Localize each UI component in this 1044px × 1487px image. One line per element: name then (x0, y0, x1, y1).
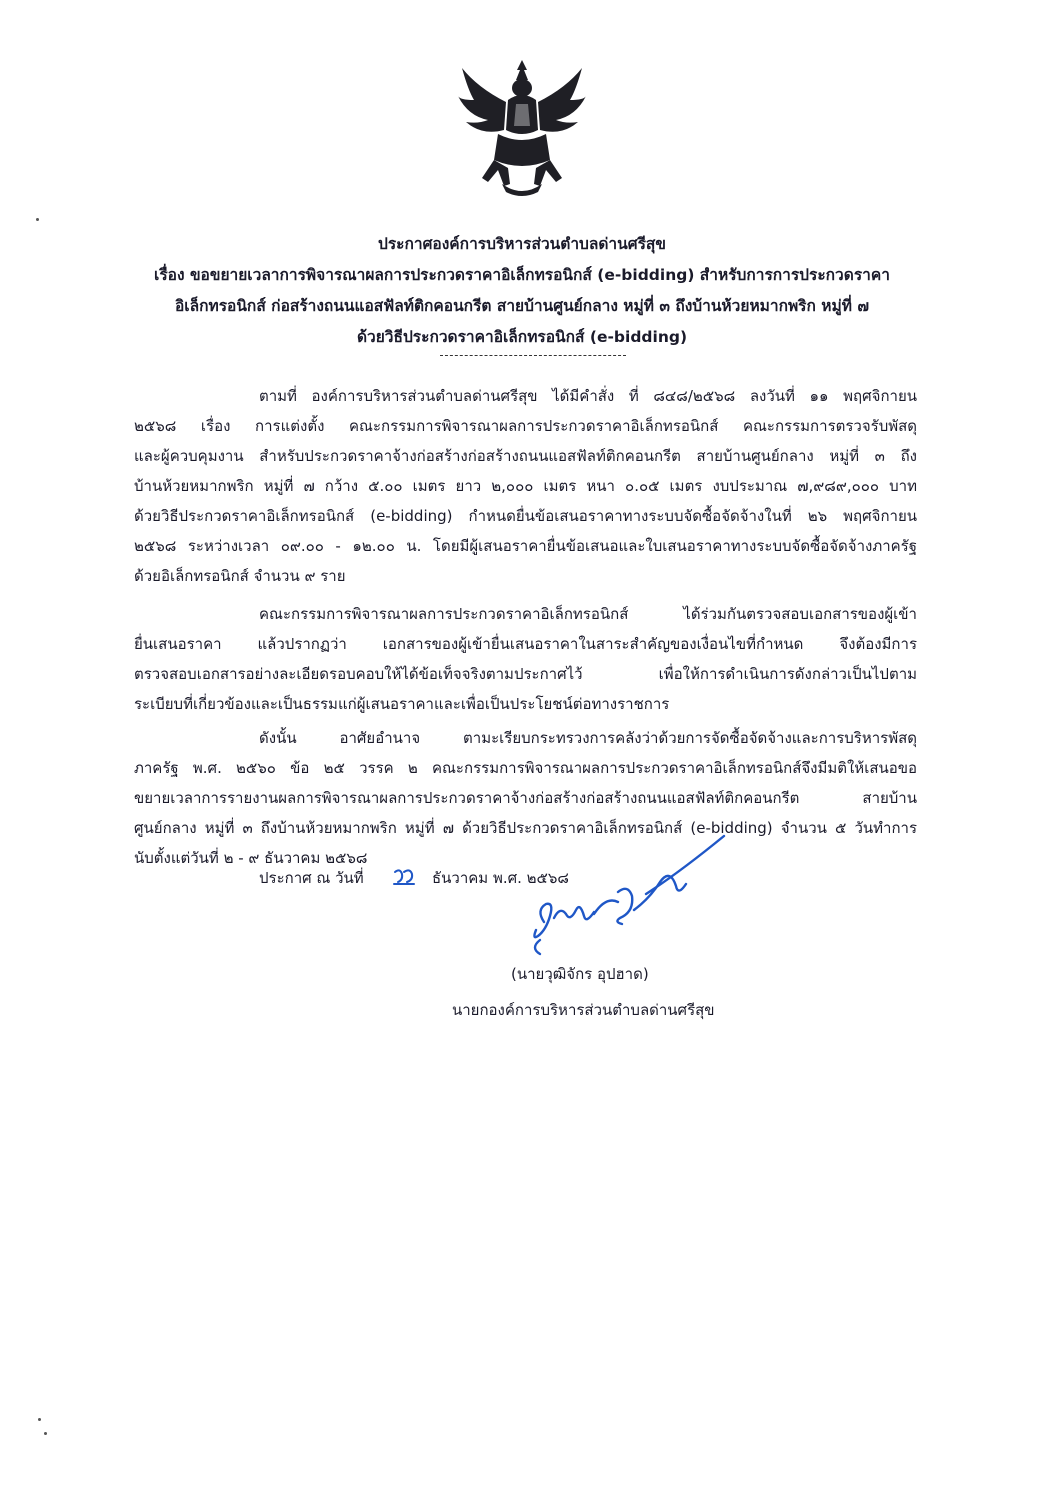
p2-line-4: ระเบียบที่เกี่ยวข้องและเป็นธรรมแก่ผู้เสนอราคาและเพื่อเป็นประโยชน์ต่อทางราชการ (134, 695, 670, 713)
signer-name: (นายวุฒิจักร อุปฮาด) (511, 965, 649, 983)
p3-line-2: ภาครัฐ พ.ศ. ๒๕๖๐ ข้อ ๒๕ วรรค ๒ คณะกรรมการพิจารณาผลการประกวดราคาอิเล็กทรอนิกส์จึงมีมติให้เสนอขอ (134, 759, 917, 777)
p3-line-4: ศูนย์กลาง หมู่ที่ ๓ ถึงบ้านห้วยหมากพริก หมู่ที่ ๗ ด้วยวิธีประกวดราคาอิเล็กทรอนิกส์ (e-bidding) จำนวน ๕ วันทำการ (134, 819, 917, 837)
handwritten-day-mark (392, 866, 416, 888)
p1-line-3: และผู้ควบคุมงาน สำหรับประกวดราคาจ้างก่อสร้างก่อสร้างถนนแอสฟัลท์ติกคอนกรีต สายบ้านศูนย์กลาง หมู่ที่ ๓ ถึง (134, 447, 917, 465)
separator-line (440, 355, 626, 356)
p3-line-5: นับตั้งแต่วันที่ ๒ - ๙ ธันวาคม ๒๕๖๘ (134, 849, 368, 867)
subject-line-1: เรื่อง ขอขยายเวลาการพิจารณาผลการประกวดราคาอิเล็กทรอนิกส์ (e-bidding) สำหรับการการประกวดราคา (154, 266, 890, 284)
p2-line-1: คณะกรรมการพิจารณาผลการประกวดราคาอิเล็กทรอนิกส์ ได้ร่วมกันตรวจสอบเอกสารของผู้เข้า (259, 605, 917, 623)
garuda-emblem (458, 60, 586, 198)
p1-line-1: ตามที่ องค์การบริหารส่วนตำบลด่านศรีสุข ได้มีคำสั่ง ที่ ๘๔๘/๒๕๖๘ ลงวันที่ ๑๑ พฤศจิกายน (259, 387, 917, 405)
handwritten-signature (510, 832, 730, 962)
p1-line-7: ด้วยอิเล็กทรอนิกส์ จำนวน ๙ ราย (134, 567, 346, 585)
announcement-title: ประกาศองค์การบริหารส่วนตำบลด่านศรีสุข (378, 235, 666, 253)
p3-line-3: ขยายเวลาการรายงานผลการพิจารณาผลการประกวดราคาจ้างก่อสร้างก่อสร้างถนนแอสฟัลท์ติกคอนกรีต สายบ้าน (134, 789, 917, 807)
p2-line-3: ตรวจสอบเอกสารอย่างละเอียดรอบคอบให้ได้ข้อเท็จจริงตามประกาศไว้ เพื่อให้การดำเนินการดังกล่าวเป็นไปตาม (134, 665, 917, 683)
subject-line-3: ด้วยวิธีประกวดราคาอิเล็กทรอนิกส์ (e-bidding) (356, 328, 688, 346)
p1-line-5: ด้วยวิธีประกวดราคาอิเล็กทรอนิกส์ (e-bidding) กำหนดยื่นข้อเสนอราคาทางระบบจัดซื้อจัดจ้างในที่ ๒๖ พฤศจิกายน (134, 507, 917, 525)
p2-line-2: ยื่นเสนอราคา แล้วปรากฏว่า เอกสารของผู้เข้ายื่นเสนอราคาในสาระสำคัญของเงื่อนไขที่กำหนด จึงต้องมีการ (134, 635, 917, 653)
announce-date-prefix: ประกาศ ณ วันที่ (259, 869, 364, 887)
scan-speck (38, 1418, 41, 1421)
announce-date-suffix: ธันวาคม พ.ศ. ๒๕๖๘ (432, 869, 569, 887)
scan-speck (36, 218, 39, 221)
p1-line-6: ๒๕๖๘ ระหว่างเวลา ๐๙.๐๐ - ๑๒.๐๐ น. โดยมีผู้เสนอราคายื่นข้อเสนอและใบเสนอราคาทางระบบจัดซื้อจัดจ้างภาครัฐ (134, 537, 917, 555)
p1-line-2: ๒๕๖๘ เรื่อง การแต่งตั้ง คณะกรรมการพิจารณาผลการประกวดราคาอิเล็กทรอนิกส์ คณะกรรมการตรวจรับพัสดุ (134, 417, 917, 435)
subject-line-2: อิเล็กทรอนิกส์ ก่อสร้างถนนแอสฟัลท์ติกคอนกรีต สายบ้านศูนย์กลาง หมู่ที่ ๓ ถึงบ้านห้วยหมากพริก หมู่ที่ ๗ (175, 297, 869, 315)
scan-speck (44, 1432, 47, 1435)
signer-position: นายกองค์การบริหารส่วนตำบลด่านศรีสุข (452, 1001, 715, 1019)
p3-line-1: ดังนั้น อาศัยอำนาจ ตามะเรียบกระทรวงการคลังว่าด้วยการจัดซื้อจัดจ้างและการบริหารพัสดุ (259, 729, 917, 747)
p1-line-4: บ้านห้วยหมากพริก หมู่ที่ ๗ กว้าง ๕.๐๐ เมตร ยาว ๒,๐๐๐ เมตร หนา ๐.๐๕ เมตร งบประมาณ ๗,๙๘๙,๐๐๐ บาท (134, 477, 917, 495)
